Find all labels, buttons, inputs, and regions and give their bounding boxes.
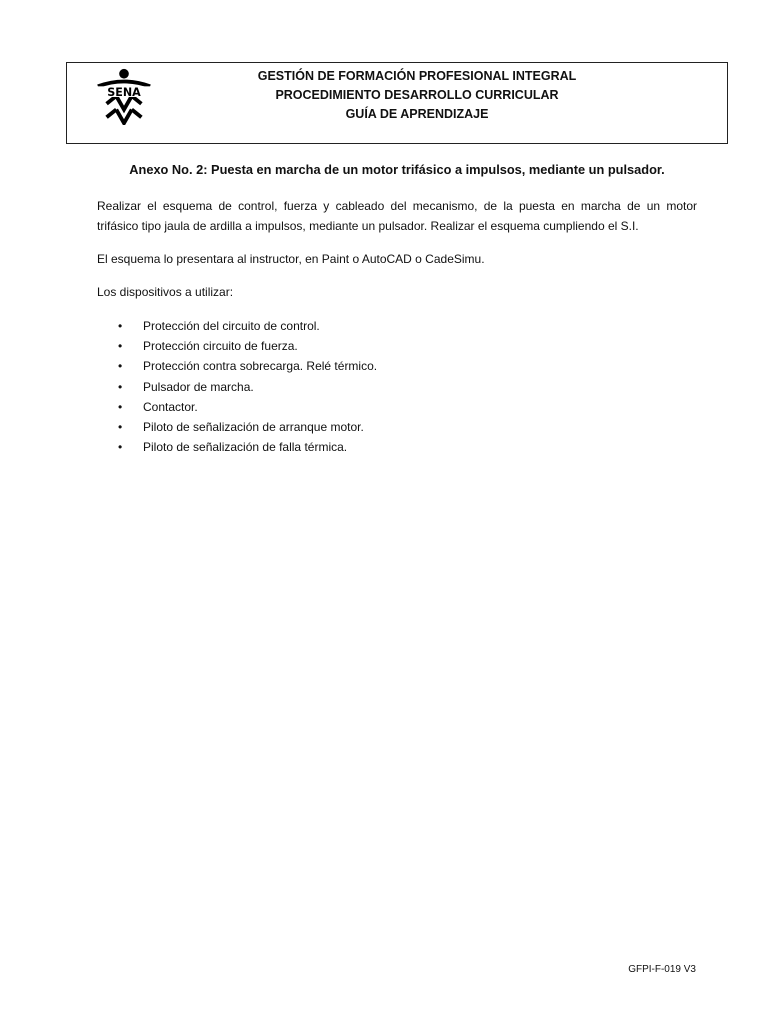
delivery-paragraph: El esquema lo presentara al instructor, en Paint o AutoCAD o CadeSimu.: [97, 252, 485, 266]
devices-list: [113, 316, 377, 457]
list-item: [113, 437, 377, 457]
bullet-icon: •: [118, 339, 123, 354]
list-item-text: Contactor.: [143, 399, 198, 414]
list-item-text: Protección circuito de fuerza.: [143, 339, 298, 354]
header-line-2: PROCEDIMIENTO DESARROLLO CURRICULAR: [275, 88, 559, 102]
header-line-3: GUÍA DE APRENDIZAJE: [345, 107, 489, 121]
bullet-icon: •: [118, 379, 123, 394]
document-header: [66, 62, 728, 144]
instructions-line-1: Realizar el esquema de control, fuerza y cableado del mecanismo, de la puesta en marcha de un motor: [97, 199, 697, 213]
bullet-icon: •: [118, 319, 123, 333]
bullet-icon: •: [118, 359, 123, 374]
list-item: [113, 377, 377, 397]
form-code: GFPI-F-019 V3: [628, 964, 696, 975]
logo-text: SENA: [107, 86, 141, 99]
list-item: [113, 316, 377, 336]
header-line-1: GESTIÓN DE FORMACIÓN PROFESIONAL INTEGRAL: [257, 69, 577, 83]
bullet-icon: •: [118, 419, 123, 434]
sena-logo: [95, 67, 153, 125]
instructions-line-2: trifásico tipo jaula de ardilla a impulsos, mediante un pulsador. Realizar el esquema cumpliendo el S.I.: [97, 219, 639, 233]
header-title-block: [187, 67, 647, 124]
list-item: [113, 356, 377, 376]
list-item-text: Pulsador de marcha.: [143, 379, 254, 394]
list-item: [113, 397, 377, 417]
annex-title: Anexo No. 2: Puesta en marcha de un motor trifásico a impulsos, mediante un pulsador.: [129, 162, 665, 177]
devices-heading: Los dispositivos a utilizar:: [97, 285, 234, 299]
instructions-paragraph: [97, 196, 697, 236]
list-item: [113, 417, 377, 437]
bullet-icon: •: [118, 399, 123, 414]
list-item-text: Protección del circuito de control.: [143, 319, 320, 333]
list-item-text: Piloto de señalización de arranque motor.: [143, 419, 364, 434]
bullet-icon: •: [118, 440, 123, 455]
list-item: [113, 336, 377, 356]
list-item-text: Piloto de señalización de falla térmica.: [143, 440, 348, 455]
list-item-text: Protección contra sobrecarga. Relé térmico.: [143, 359, 378, 374]
